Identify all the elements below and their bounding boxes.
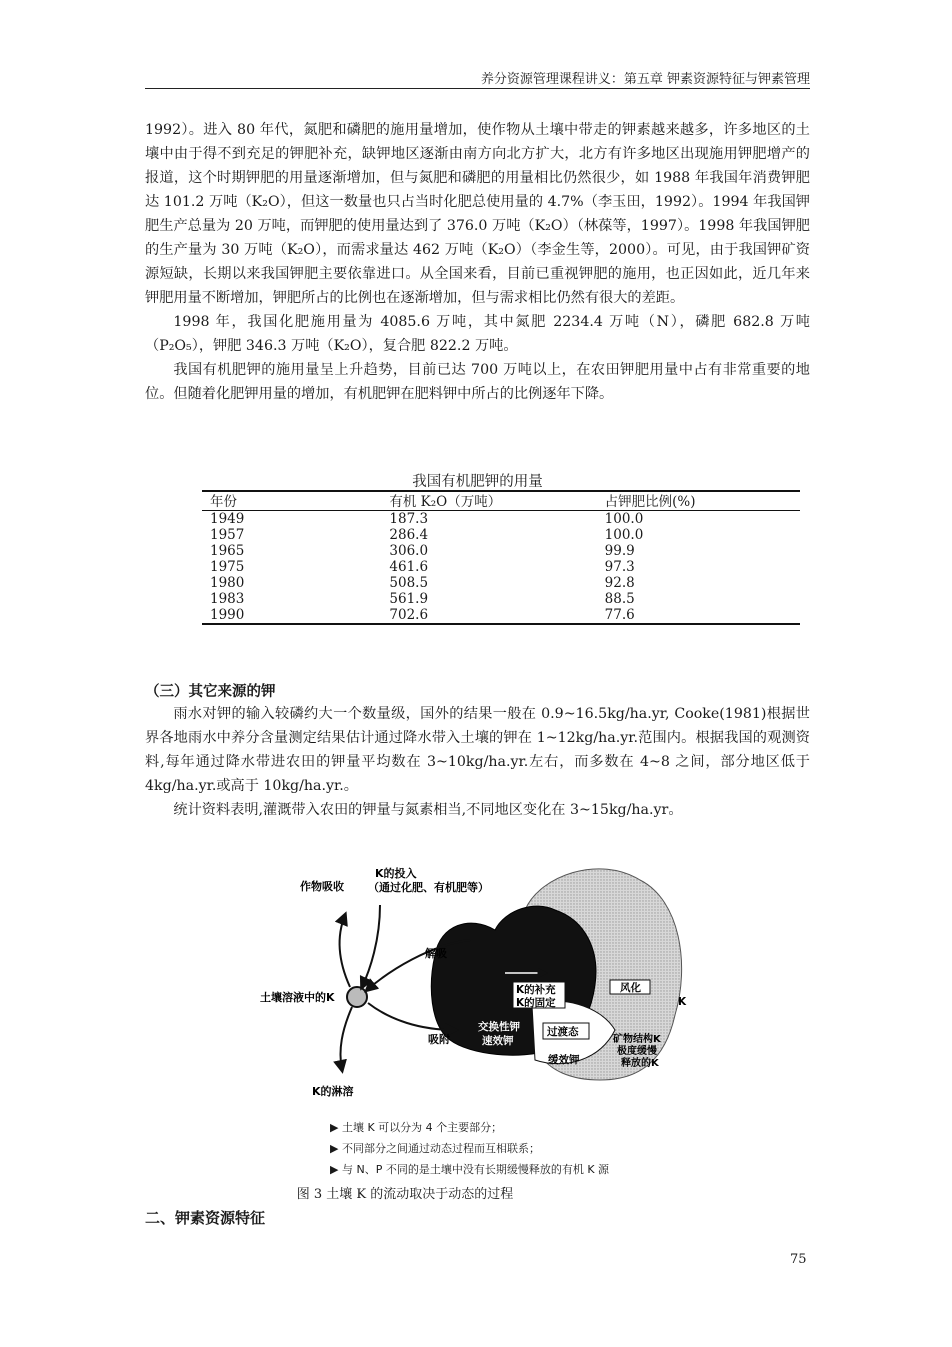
label-k-replenish: K的补充: [516, 984, 556, 996]
col-year: 年份: [202, 491, 381, 511]
cell: 99.9: [604, 543, 635, 559]
cell: 97.3: [604, 559, 635, 575]
cell: 77.6: [597, 607, 800, 624]
label-k-letter: K: [678, 996, 687, 1008]
label-soil-solution: 土壤溶液中的K: [260, 991, 335, 1004]
label-exchangeable-k: 交换性钾: [478, 1021, 520, 1033]
figure-caption: 图 3 土壤 K 的流动取决于动态的过程: [296, 1187, 514, 1202]
arrow-input: [362, 905, 380, 987]
table-row: [202, 543, 800, 559]
section-heading-other-sources: （三）其它来源的钾: [145, 683, 276, 700]
cell: 100.0: [604, 511, 644, 527]
body-text-middle: [145, 702, 810, 822]
cell: 306.0: [389, 543, 429, 559]
label-k-fixation: K的固定: [516, 997, 556, 1009]
label-slow-k: 缓效钾: [548, 1054, 580, 1066]
cell: 100.0: [604, 527, 644, 543]
paragraph-1: 1992）。进入 80 年代，氮肥和磷肥的施用量增加，使作物从土壤中带走的钾素越来越多，许多地区的土壤中由于得不到充足的钾肥补充，缺钾地区逐渐由南方向北方扩大，北方有许多地区出现施用钾肥增产的报道，这个时期钾肥的用量逐渐增加，但与氮肥和磷肥的用量相比仍然很少，如 1988 年我国年消费钾肥达 101.2 万吨（K₂O），但这一数量也只占当时化肥总使用量的 4.7%（李玉田，1992）。1994 年我国钾肥生产总量为 20 万吨，而钾肥的使用量达到了 376.0 万吨（K₂O）（林葆等，1997）。1998 年我国钾肥的生产量为 30 万吨（K₂O），而需求量达 462 万吨（K₂O）（李金生等，2000）。可见，由于我国钾矿资源短缺，长期以来我国钾肥主要依靠进口。从全国来看，目前已重视钾肥的施用，也正因如此，近几年来钾肥用量不断增加，钾肥所占的比例也在逐渐增加，但与需求相比仍然有很大的差距。: [145, 122, 810, 306]
figure-note-2-text: 不同部分之间通过动态过程而互相联系；: [341, 1142, 540, 1155]
cell: 702.6: [381, 607, 596, 624]
body-text-top: [145, 118, 810, 406]
paragraph-5: 统计资料表明,灌溉带入农田的钾量与氮素相当,不同地区变化在 3~15kg/ha.yr。: [173, 802, 683, 818]
label-k-input: K的投入: [375, 867, 417, 880]
figure-note-1-text: 土壤 K 可以分为 4 个主要部分；: [341, 1121, 503, 1134]
table-row: [202, 511, 800, 528]
cell: 1957: [210, 527, 245, 543]
section-heading-k-resources: 二、钾素资源特征: [145, 1209, 266, 1227]
paragraph-2: 1998 年，我国化肥施用量为 4085.6 万吨，其中氮肥 2234.4 万吨（N），磷肥 682.8 万吨（P₂O₅），钾肥 346.3 万吨（K₂O），复合肥 822.2 万吨。: [145, 314, 810, 354]
arrow-leaching: [340, 1007, 352, 1070]
arrow-crop-uptake: [340, 915, 350, 987]
table-row: [202, 575, 800, 591]
cell: 561.9: [389, 591, 429, 607]
header-rule: [145, 88, 810, 89]
cell: 1983: [210, 591, 245, 607]
label-weathering: 风化: [620, 982, 641, 994]
page-header: 养分资源管理课程讲义：第五章 钾素资源特征与钾素管理: [480, 72, 810, 87]
figure-note-2: ▶ 不同部分之间通过动态过程而互相联系；: [330, 1142, 540, 1155]
label-k-input-sub: （通过化肥、有机肥等）: [368, 881, 489, 894]
cell: 92.8: [604, 575, 635, 591]
cell: 1975: [210, 559, 245, 575]
col-organic-k2o: 有机 K₂O（万吨）: [381, 491, 596, 511]
label-mineral-k-3: 释放的K: [621, 1058, 659, 1069]
cell: 88.5: [604, 591, 635, 607]
soil-solution-node: [347, 987, 367, 1007]
figure-note-3: ▶ 与 N、P 不同的是土壤中没有长期缓慢释放的有机 K 源: [330, 1163, 610, 1176]
label-mineral-k-2: 极度缓慢: [617, 1046, 657, 1057]
table-row: [202, 591, 800, 607]
label-desorption: 解吸: [425, 947, 447, 960]
soil-k-dynamics-diagram: [260, 855, 710, 1115]
paragraph-4: 雨水对钾的输入较磷约大一个数量级，国外的结果一般在 0.9~16.5kg/ha.yr, Cooke(1981)根据世界各地雨水中养分含量测定结果估计通过降水带入土壤的钾在 1~12kg/ha.yr.范围内。根据我国的观测资料,每年通过降水带进农田的钾量平均数在 3~10kg/ha.yr.左右，而多数在 4~8 之间，部分地区低于 4kg/ha.yr.或高于 10kg/ha.yr.。: [145, 706, 810, 794]
cell: 508.5: [389, 575, 429, 591]
paragraph-3: 我国有机肥钾的施用量呈上升趋势，目前已达 700 万吨以上，在农田钾肥用量中占有非常重要的地位。但随着化肥钾用量的增加，有机肥钾在肥料钾中所占的比例逐年下降。: [145, 362, 810, 402]
table-row: [202, 559, 800, 575]
table-row: [202, 527, 800, 543]
cell: 1980: [210, 575, 245, 591]
col-ratio: 占钾肥比例(%): [597, 491, 800, 511]
figure-note-1: ▶ 土壤 K 可以分为 4 个主要部分；: [330, 1121, 503, 1134]
page-number: 75: [790, 1252, 807, 1267]
table-header-row: [202, 491, 800, 511]
cell: 187.3: [389, 511, 429, 527]
label-transitional: 过渡态: [547, 1026, 579, 1038]
table-caption: 我国有机肥钾的用量: [412, 474, 543, 490]
cell: 461.6: [389, 559, 429, 575]
organic-k-table: [202, 490, 800, 625]
label-adsorption: 吸附: [428, 1033, 450, 1046]
cell: 1990: [202, 607, 381, 624]
label-k-leaching: K的淋溶: [312, 1085, 354, 1098]
table-row: [202, 607, 800, 624]
label-mineral-k-1: 矿物结构K: [613, 1034, 661, 1045]
cell: 286.4: [389, 527, 429, 543]
label-quick-k: 速效钾: [482, 1035, 514, 1047]
cell: 1965: [210, 543, 245, 559]
figure-note-3-text: 与 N、P 不同的是土壤中没有长期缓慢释放的有机 K 源: [341, 1163, 610, 1176]
label-crop-uptake: 作物吸收: [300, 880, 344, 893]
cell: 1949: [210, 511, 245, 527]
